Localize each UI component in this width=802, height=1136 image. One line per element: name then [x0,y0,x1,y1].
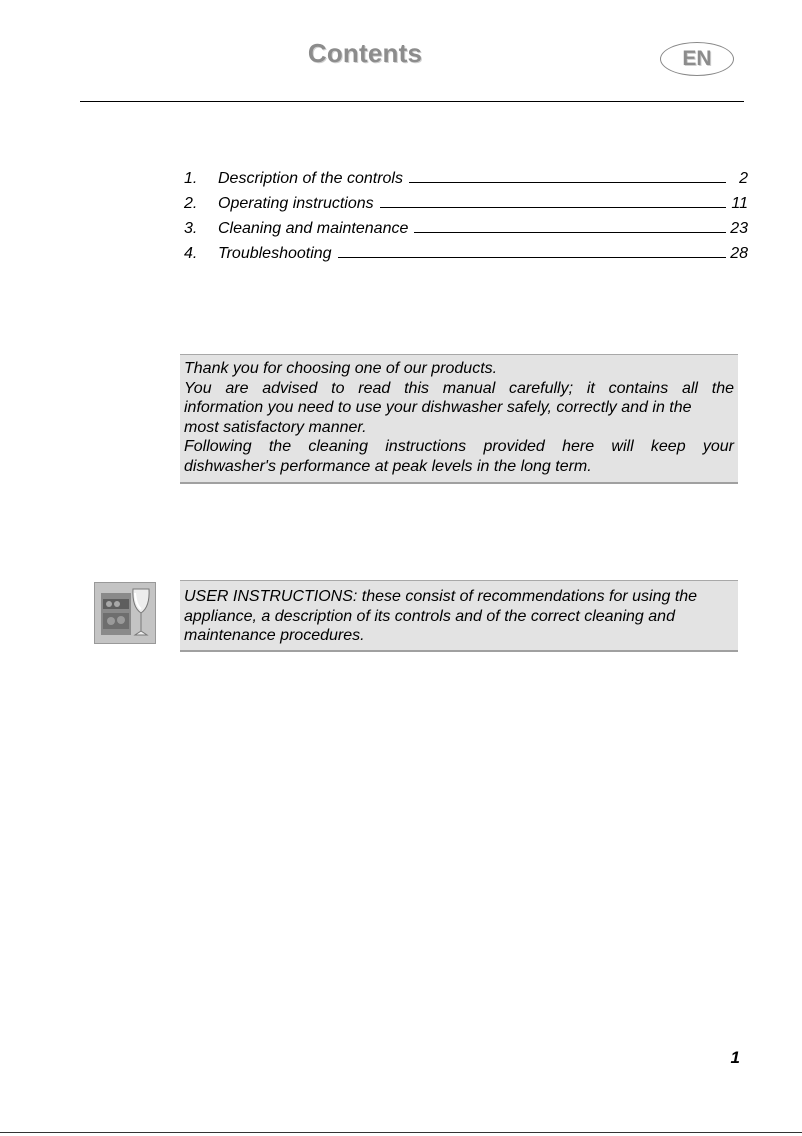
toc-page: 11 [731,195,748,212]
intro-text-line: dishwasher's performance at peak levels in the long term. [184,457,592,475]
toc-label: Operating instructions [218,195,374,212]
intro-text-line: You are advised to read this manual carefully; it contains all the [184,379,734,397]
toc-page: 2 [739,170,748,187]
toc-leader-line [338,243,726,258]
user-instructions-box [180,580,738,652]
toc-number: 3. [184,220,198,237]
toc-entry[interactable] [184,218,748,243]
intro-text-line: Thank you for choosing one of our products. [184,360,498,377]
toc-page: 28 [730,245,748,262]
toc-leader-line [414,218,726,233]
toc-leader-line [409,168,726,183]
intro-text-line: information you need to use your dishwasher safely, correctly and in the [184,399,692,416]
page-title: Contents [307,38,423,68]
intro-text-line: most satisfactory manner. [184,418,367,436]
toc-label: Troubleshooting [218,245,332,262]
toc-entry[interactable] [184,168,748,193]
toc-label: Description of the controls [218,170,403,187]
toc-page: 23 [730,220,748,237]
toc-number: 2. [184,195,198,212]
toc-leader-line [380,193,726,208]
toc-entry[interactable] [184,243,748,268]
page-bottom-edge [0,1132,802,1133]
toc-label: Cleaning and maintenance [218,220,409,237]
user-instructions-line: USER INSTRUCTIONS: these consist of recommendations for using the [184,588,698,605]
language-badge: EN [660,42,734,76]
user-instructions-line: appliance, a description of its controls and of the correct cleaning and [184,607,675,625]
intro-note-box [180,354,738,484]
page-number: 1 [730,1048,740,1067]
toc-number: 1. [184,170,198,187]
table-of-contents [184,168,748,268]
user-instructions-line: maintenance procedures. [184,627,365,644]
intro-text-line: Following the cleaning instructions provided here will keep your [184,438,734,455]
toc-number: 4. [184,245,198,262]
toc-entry[interactable] [184,193,748,218]
dishwasher-glass-icon [94,582,156,644]
header-divider [80,101,744,102]
